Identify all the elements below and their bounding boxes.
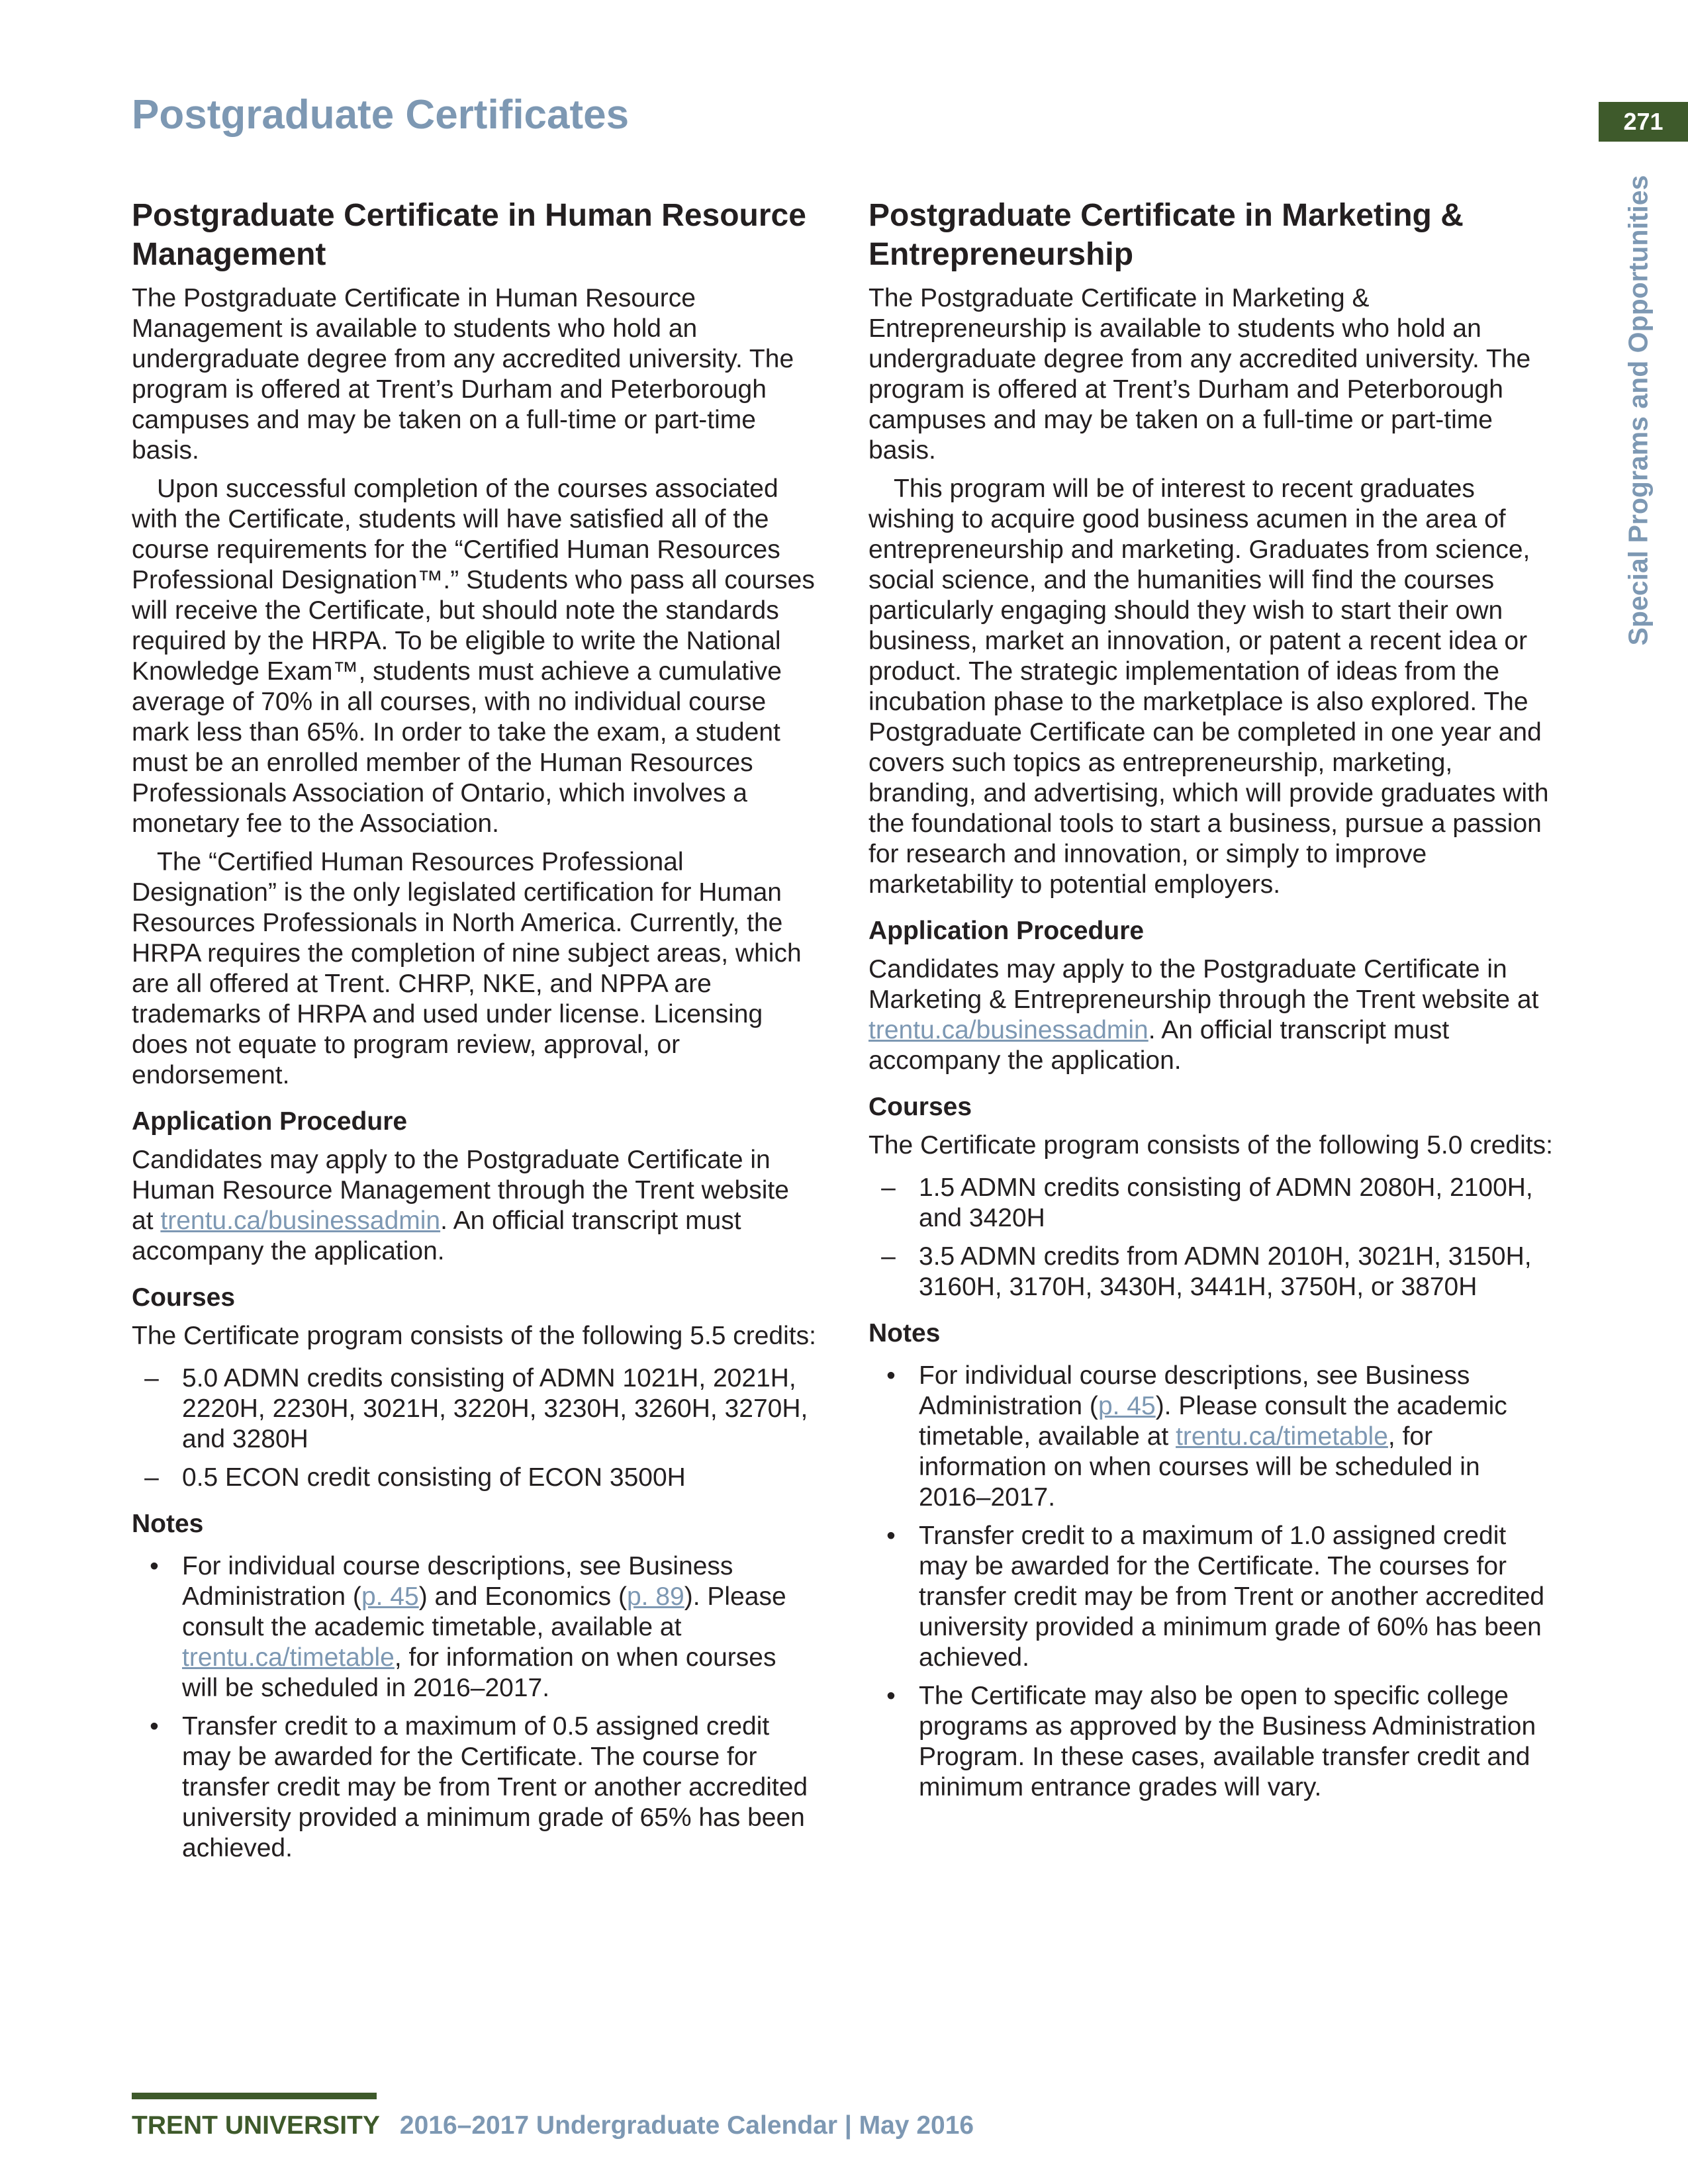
hr-course-list — [132, 1363, 817, 1493]
timetable-link[interactable]: trentu.ca/timetable — [1176, 1422, 1388, 1451]
page-45-link[interactable]: p. 45 — [361, 1582, 419, 1611]
list-item: • Transfer credit to a maximum of 0.5 assigned credit may be awarded for the Certificate. The course for transfer credit may be from Trent or another accredited university provided a minimum grade of 65% has been achieved. — [132, 1711, 817, 1864]
list-item: • The Certificate may also be open to specific college programs as approved by the Business Administration Program. In these cases, available transfer credit and minimum entrance grades will vary. — [868, 1681, 1554, 1803]
hr-legislation-paragraph: The “Certified Human Resources Professional Designation” is the only legislated certification for Human Resources Professionals in North America. Currently, the HRPA requires the completion of nine subject areas, which are all offered at Trent. CHRP, NKE, and NPPA are trademarks of HRPA and used under license. Licensing does not equate to program review, approval, or endorsement. — [132, 848, 802, 1089]
hr-courses-intro: The Certificate program consists of the following 5.5 credits: — [132, 1322, 816, 1350]
marketing-application-heading: Application Procedure — [868, 917, 1145, 945]
list-item: • For individual course descriptions, see Business Administration (p. 45) and Economics (p. 89). Please consult the academic timetable, available at trentu.ca/timetable, for information on when courses will be scheduled in 2016–2017. — [132, 1551, 817, 1704]
marketing-program-paragraph: This program will be of interest to recent graduates wishing to acquire good business acumen in the area of entrepreneurship and marketing. Graduates from science, social science, and the humanities will find the courses particularly engaging should they wish to start their own business, market an innovation, or patent a recent idea or product. The strategic implementation of ideas from the incubation phase to the marketplace is also explored. The Postgraduate Certificate can be completed in one year and covers such topics as entrepreneurship, marketing, branding, and advertising, which will provide graduates with the foundational tools to start a business, pursue a passion for research and innovation, or simply to improve marketability to potential employers. — [868, 475, 1549, 899]
page-45-link[interactable]: p. 45 — [1098, 1392, 1156, 1420]
marketing-courses-heading: Courses — [868, 1093, 972, 1121]
list-item: – 1.5 ADMN credits consisting of ADMN 2080H, 2100H, and 3420H — [868, 1173, 1554, 1234]
hr-courses-heading: Courses — [132, 1283, 236, 1312]
marketing-course-list — [868, 1173, 1554, 1302]
footer-rule — [132, 2093, 377, 2099]
left-column — [132, 196, 817, 1872]
footer-calendar: 2016–2017 Undergraduate Calendar | May 2016 — [399, 2111, 974, 2140]
right-column — [868, 196, 1554, 1811]
marketing-notes-list — [868, 1361, 1554, 1803]
marketing-certificate-heading: Postgraduate Certificate in Marketing & Entrepreneurship — [868, 198, 1464, 272]
footer-university: TRENT UNIVERSITY — [132, 2111, 380, 2140]
hr-designation-paragraph: Upon successful completion of the courses associated with the Certificate, students will have satisfied all of the course requirements for the “Certified Human Resources Professional Designation™.” Students who pass all courses will receive the Certificate, but should note the standards required by the HRPA. To be eligible to write the National Knowledge Exam™, students must achieve a cumulative average of 70% in all courses, with no individual course mark less than 65%. In order to take the exam, a student must be an enrolled member of the Human Resources Professionals Association of Ontario, which involves a monetary fee to the Association. — [132, 475, 815, 838]
businessadmin-link[interactable]: trentu.ca/businessadmin — [160, 1206, 441, 1235]
footer — [132, 2111, 974, 2140]
hr-application-heading: Application Procedure — [132, 1107, 408, 1136]
list-item: – 0.5 ECON credit consisting of ECON 3500H — [132, 1463, 817, 1493]
list-item: • Transfer credit to a maximum of 1.0 assigned credit may be awarded for the Certificate. The courses for transfer credit may be from Trent or another accredited university provided a minimum grade of 60% has been achieved. — [868, 1521, 1554, 1673]
timetable-link[interactable]: trentu.ca/timetable — [182, 1643, 395, 1672]
marketing-intro-paragraph: The Postgraduate Certificate in Marketing & Entrepreneurship is available to students who hold an undergraduate degree from any accredited university. The program is offered at Trent’s Durham and Peterborough campuses and may be taken on a full-time or part-time basis. — [868, 284, 1531, 465]
hr-application-paragraph: Candidates may apply to the Postgraduate Certificate in Human Resource Management through the Trent website at trentu.ca/businessadmin. An official transcript must accompany the application. — [132, 1146, 789, 1265]
hr-notes-list — [132, 1551, 817, 1864]
marketing-courses-intro: The Certificate program consists of the following 5.0 credits: — [868, 1131, 1553, 1160]
section-side-label: Special Programs and Opportunities — [1622, 175, 1654, 646]
marketing-notes-heading: Notes — [868, 1319, 941, 1347]
page-89-link[interactable]: p. 89 — [626, 1582, 684, 1611]
hr-certificate-heading: Postgraduate Certificate in Human Resource Management — [132, 198, 806, 272]
list-item: – 3.5 ADMN credits from ADMN 2010H, 3021H, 3150H, 3160H, 3170H, 3430H, 3441H, 3750H, or 3870H — [868, 1242, 1554, 1302]
list-item: – 5.0 ADMN credits consisting of ADMN 1021H, 2021H, 2220H, 2230H, 3021H, 3220H, 3230H, 3260H, 3270H, and 3280H — [132, 1363, 817, 1455]
list-item: • For individual course descriptions, see Business Administration (p. 45). Please consult the academic timetable, available at trentu.ca/timetable, for information on when courses will be scheduled in 2016–2017. — [868, 1361, 1554, 1513]
hr-intro-paragraph: The Postgraduate Certificate in Human Resource Management is available to students who hold an undergraduate degree from any accredited university. The program is offered at Trent’s Durham and Peterborough campuses and may be taken on a full-time or part-time basis. — [132, 284, 794, 465]
marketing-application-paragraph: Candidates may apply to the Postgraduate Certificate in Marketing & Entrepreneurship through the Trent website at trentu.ca/businessadmin. An official transcript must accompany the application. — [868, 955, 1539, 1075]
hr-notes-heading: Notes — [132, 1510, 204, 1538]
businessadmin-link[interactable]: trentu.ca/businessadmin — [868, 1016, 1149, 1044]
page-title: Postgraduate Certificates — [132, 92, 630, 138]
page-number: 271 — [1599, 102, 1688, 142]
